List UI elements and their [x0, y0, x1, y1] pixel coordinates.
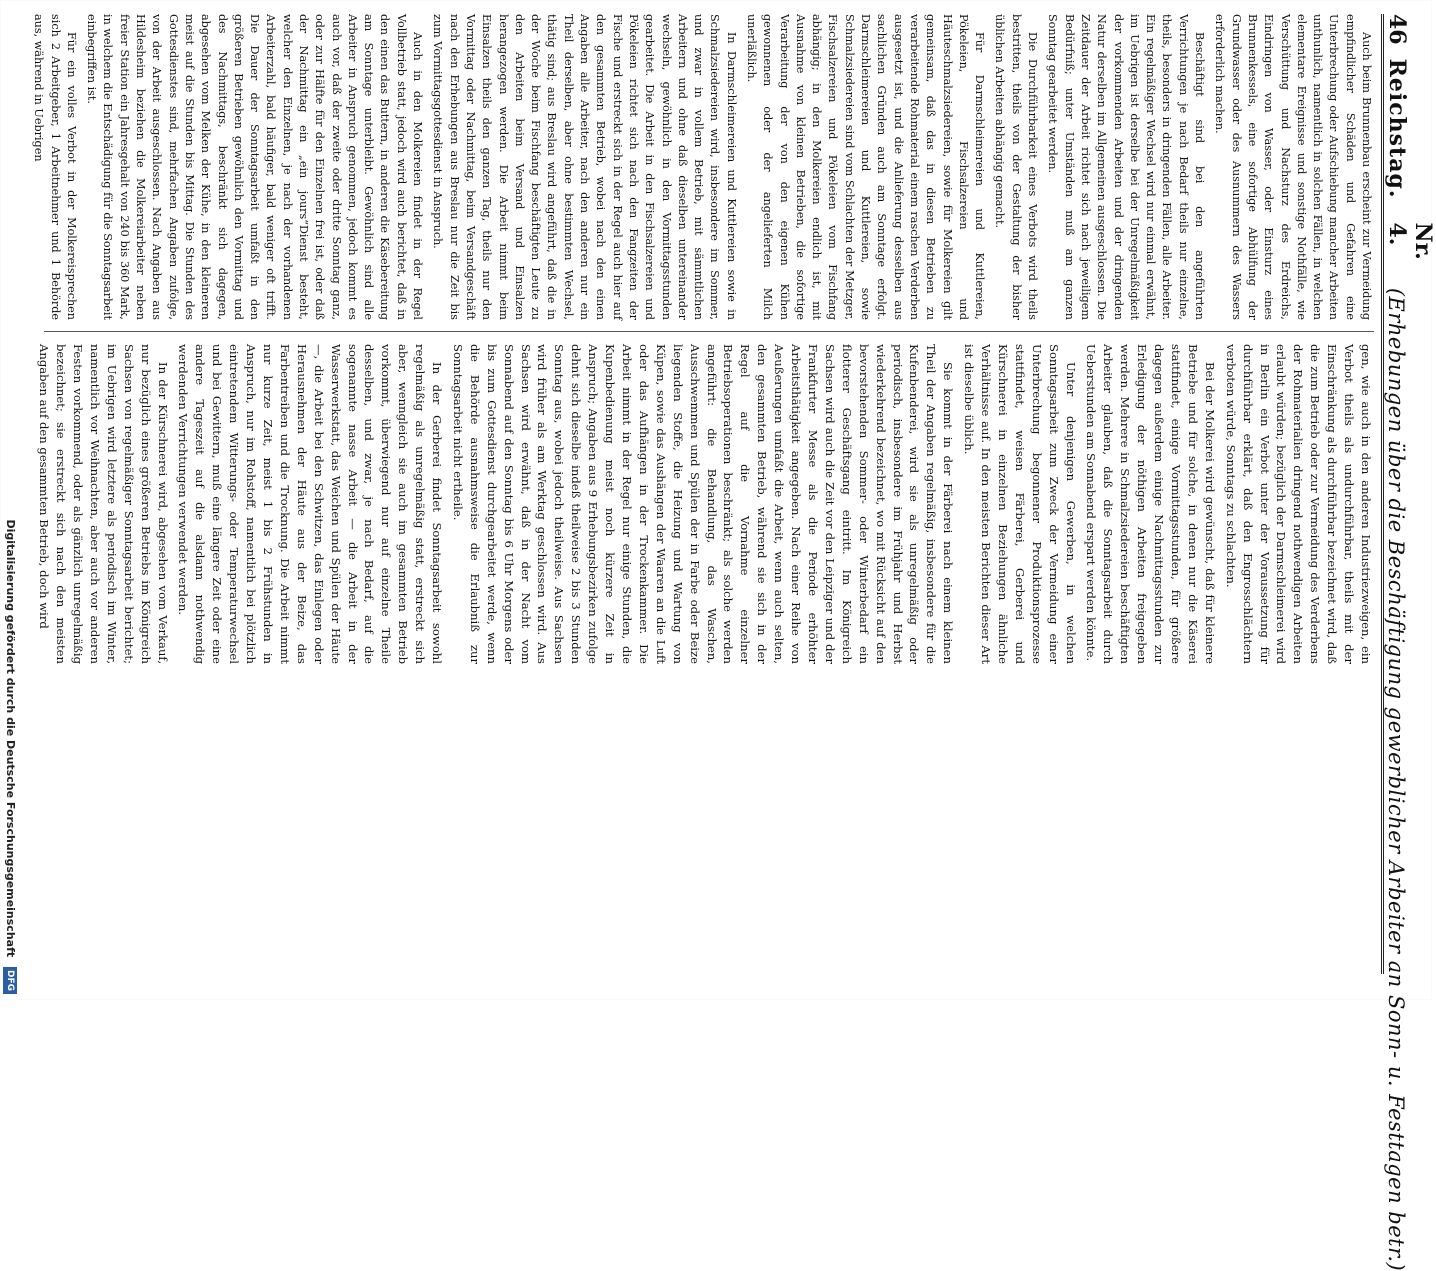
- publication-name: Reichstag.: [1384, 58, 1410, 199]
- paragraph: Beschäftigt sind bei den angeführten Verrichtungen je nach Bedarf theils nur einzelne, theils, besonders in dringenden Fällen, alle Arbeiter. Ein regelmäßiger Wechsel wird nur einmal erwähnt, im Uebrigen ist derselbe bei der Unregelmäßigkeit der vorkommenden Arbeiten und der dringenden Natur derselben im Allgemeinen ausgeschlossen. Die Zeitdauer der Arbeit richtet sich nach jeweiligem Bedürfniß; unter Umständen muß am ganzen Sonntag gearbeitet werden.: [1046, 14, 1207, 320]
- paragraph: Für Darmschleimereien und Kuttlereien, Pökeleien, Fischsalzereien und Häuteschmalzsiedereien, sowie für Molkereien gilt gemeinsam, daß das in diesen Betrieben zu verarbeitende Rohmaterial einem raschen Verderben ausgesetzt ist, und die Anlieferung desselben aus sachlichen Gründen auch am Sonntage erfolgt. Darmschleimereien und Kuttlereien, sowie Schmalzsiedereien sind vom Schlachten der Metzger, Fischsalzereien und Pökeleien vom Fischfang abhängig; in den Molkereien endlich ist, mit Ausnahme von kleinen Betrieben, die sofortige Verarbeitung der von den eigenen Kühen gewonnenen oder der angelieferten Milch unerläßlich.: [745, 14, 987, 320]
- page-header: [1381, 14, 1436, 1271]
- paragraph: Für ein volles Verbot in der Molkereisprechen sich 2 Arbeitgeber, 1 Arbeitnehmer und 1 Behörde aus, während in Uebrigen: [32, 14, 78, 320]
- paragraph: Unter denjenigen Gewerben, in welchen Sonntagsarbeit zum Zweck der Vermeidung einer Unterbrechung begonnener Produktionsprozesse stattfindet, weisen Färberei, Gerberei und Kürschnerei in einzelnen Beziehungen ähnliche Verhältnisse auf. In den meisten Berichten dieser Art ist dieselbe üblich.: [962, 344, 1078, 664]
- paragraph: Die Durchführbarkeit eines Verbots wird theils bestritten, theils von der Gestaltung der bisher üblichen Arbeiten abhängig gemacht.: [993, 14, 1040, 320]
- issue-number: Nr. 4.: [1384, 222, 1436, 260]
- credit-text: Digitalisierung gefördert durch die Deutsche Forschungsgemeinschaft: [4, 519, 17, 958]
- text-column-right: [35, 344, 1374, 664]
- paragraph: Auch in den Molkereien findet in der Regel Vollbetrieb statt, jedoch wird auch berichtet, daß in den einen das Buttern, in anderen die Käsebereitung am Sonntage unterbleibt. Gewöhnlich sind alle Arbeiter in Anspruch genommen, jedoch kommt es auch vor, daß der zweite oder dritte Sonntag ganz, oder zur Hälfte für den Einzelnen frei ist, oder daß der Nachmittag ein „ein jours“Dienst besteht, welcher den Einzelnen, je nach der vorhandenen Arbeiterzahl, bald häufiger, bald weniger oft trifft. Die Dauer der Sonntagsarbeit umfaßt in den größeren Betrieben gewöhnlich den Vormittag und des Nachmittags, beschränkt sich dagegen, abgesehen vom Melken der Kühe, in den kleineren meist auf die Stunden bis Mittag. Die Stunden des Gottesdienstes sind, mehrfachen Angaben zufolge, von der Arbeit ausgeschlossen. Nach Angaben aus Hildesheim beziehen die Molkereiarbeiter neben freier Station ein Jahresgehalt von 240 bis 360 Mark, in welchem die Entschädigung für die Sonntagsarbeit einbegriffen ist.: [85, 14, 425, 320]
- running-title: (Erhebungen über die Beschäftigung gewerblicher Arbeiter an Sonn- u. Festtagen betr.): [1384, 287, 1408, 1271]
- page-number: 46: [1384, 14, 1410, 45]
- paragraph: In der Kürschnerei wird, abgesehen vom Verkauf, nur bezüglich eines größeren Betriebs im Königreich Sachsen von regelmäßiger Sonntagsarbeit berichtet; im Uebrigen wird letztere als periodisch im Winter, namentlich vor Weihnachten, aber auch vor anderen Festen vorkommend, oder als gänzlich unregelmäßig bezeichnet; sie erstreckt sich nach den meisten Angaben auf den gesammten Betrieb, doch wird: [37, 344, 170, 664]
- dfg-logo: DFG: [3, 967, 17, 994]
- column-divider: [44, 331, 1374, 332]
- paragraph: gen, wie auch in den anderen Industriezweigen, ein Verbot theils als undurchführbar, theils mit der Einschränkung als durchführbar bezeichnet wird, daß die zum Betrieb oder zur Vermeidung des Verderbens der Rohmaterialien dringend nothwendigen Arbeiten erlaubt würden; bezüglich der Darmschleimerei wird in Berlin ein Verbot unter der Voraussetzung für durchführbar erklärt, daß den Engrosschlächtern verboten würde, Sonntags zu schlachten.: [1223, 344, 1373, 664]
- paragraph: Auch beim Brunnenbau erscheint zur Vermeidung empfindlicher Schäden und Gefahren eine Unterbrechung oder Aufschiebung mancher Arbeiten unthunlich, namentlich in solchen Fällen, in welchen elementare Ereignisse und sonstige Nothfälle, wie Verschüttung und Nachsturz des Erdreichs, Eindringen von Wasser, oder Einsturz eines Brunnenkessels, eine sofortige Abhülfung der Grundwasser oder des Ausnummern des Wassers erforderlich machen.: [1213, 14, 1373, 320]
- digitization-credit: [0, 0, 20, 1000]
- paragraph: Bei der Molkerei wird gewünscht, daß für kleinere Betriebe und für solche, in denen nur die Käserei stattfindet, einige Vormittagsstunden, für größere dagegen außerdem einige Nachmittagsstunden zur Erledigung der nöthigen Arbeiten freigegeben werden. Mehrere in Schmalzsiedereien beschäftigten Arbeiter glauben, daß die Sonntagsarbeit durch Ueberstunden am Sonnabend erspart werden könnte.: [1084, 344, 1217, 664]
- paragraph: Sie kommt in der Färberei nach einem kleinen Theil der Angaben regelmäßig, insbesondere für die Kufenbenderei, wird sie als unregelmäßig oder periodisch, insbesondere im Frühjahr und Herbst wiederkehrend bezeichnet, wo mit Rücksicht auf den bevorstehenden Sommer- oder Winterbedarf ein flotterer Geschäftsgang eintritt. Im Königreich Sachsen wird auch die Zeit vor den Leipziger und der Frankfurter Messe als die Periode erhöhter Arbeitsthätigkeit angegeben. Nach einer Reihe von Aeußerungen umfaßt die Arbeit, wenn auch selten, den gesammten Betrieb, während sie sich in der Regel auf die Vornahme einzelner Betriebsoperationen beschränkt; als solche werden angeführt: die Behandlung, das Waschen, Ausschwemmen und Spülen der in Farbe oder Beize liegenden Stoffe, die Heizung und Wartung von Küpen, sowie das Aushängen der Waaren an die Luft oder das Aufhängen in der Trockenkammer. Die Arbeit nimmt in der Regel nur einige Stunden, die Kupenbedienung meist noch kürzere Zeit in Anspruch; Angaben aus 9 Erhebungsbezirken zufolge dehnt sich dieselbe indeß theilweise 2 bis 3 Stunden Sonntag aus, wobei jedoch theilweise. Aus Sachsen wird früher als am Werktag geschlossen wird. Aus Sachsen wird erwähnt, daß in der Nacht vom Sonnabend auf den Sonntag bis 6 Uhr Morgens oder bis zum Gottesdienst durchgearbeitet werde, wenn die Behörde ausnahmsweise die Erlaubniß zur Sonntagsarbeit nicht ertheile.: [450, 344, 956, 664]
- paragraph: In der Gerberei findet Sonntagsarbeit sowohl regelmäßig als unregelmäßig statt, erstreckt sich aber, wenngleich sie auch im gesammten Betrieb vorkommt, überwiegend nur auf einzelne Theile desselben, und zwar, je nach Bedarf, auf die sogenannte nasse Arbeit — die Arbeit in der Wasserwerkstatt, das Weichen und Spülen der Häute —, die Arbeit bei den Schwitzen, das Einlegen oder Herausnehmen der Häute aus der Beize, das Farbentreiben und die Trocknung. Die Arbeit nimmt nur kurze Zeit, meist 1 bis 2 Frühstunden in Anspruch, nur im Rohstoff, namentlich bei plötzlich eintretendem Witterungs- oder Temperaturwechsel und bei Gewittern, muß eine längere Zeit oder eine andere Tageszeit auf die alsdann nothwendig werdenden Verrichtungen verwendet werden.: [176, 344, 445, 664]
- text-column-left: [30, 14, 1374, 320]
- paragraph: In Darmschleimereien und Kuttlereien sowie in Schmalzsiedereien wird, insbesondere im Sommer, und zwar in vollem Betrieb, mit sämmtlichen Arbeitern und ohne daß dieselben untereinander wechseln, gewöhnlich in den Vormittagsstunden gearbeitet. Die Arbeit in den Fischsalzereien und Pökeleien richtet sich nach den Fangzeiten der Fische und erstreckt sich in der Regel auch hier auf den gesammten Betrieb, wobei nach den einen Angaben alle Arbeiter, nach den anderen nur ein Theil derselben, aber ohne bestimmten Wechsel, thätig sind; aus Breslau wird angeführt, daß die in der Woche beim Fischfang beschäftigten Leute zu den Arbeiten beim Versand und Einsalzen herangezogen werden. Die Arbeit nimmt beim Einsalzen theils den ganzen Tag, theils nur den Vormittag oder Nachmittag, beim Versandgeschäft nach den Erhebungen aus Breslau nur die Zeit bis zum Vormittagsgottesdienst in Anspruch.: [431, 14, 738, 320]
